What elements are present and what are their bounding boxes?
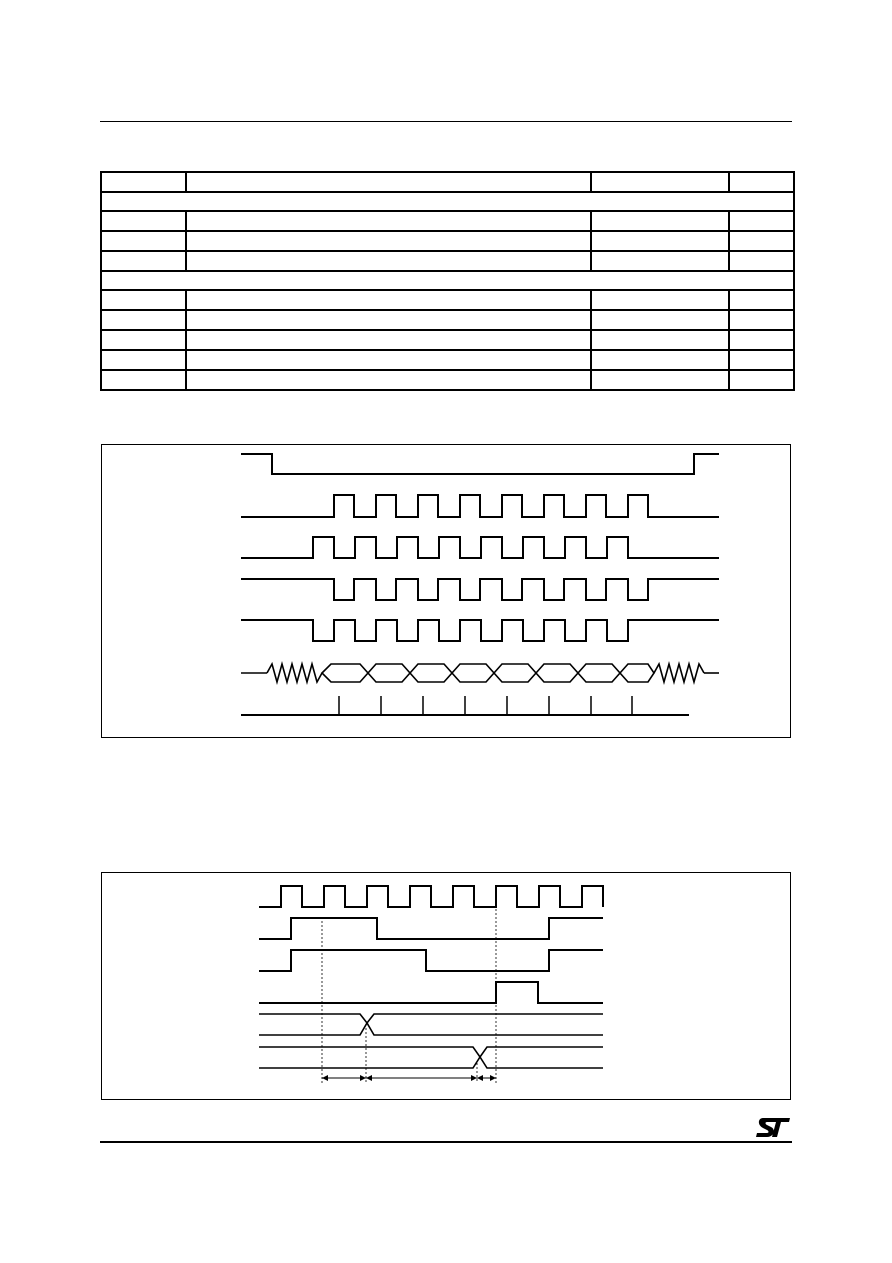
table-header-cell: [101, 172, 186, 192]
table-section-row: [101, 271, 794, 290]
waveform-chip-select: [241, 454, 719, 474]
table-cell: [591, 251, 729, 271]
table-cell: [186, 211, 591, 231]
waveform-strobe-2: [259, 950, 603, 971]
waveform-strobe-1: [259, 918, 603, 939]
table-row: [101, 370, 794, 390]
table-cell: [591, 231, 729, 251]
timing-reference-lines: [322, 885, 496, 1083]
waveform-clock-c: [241, 579, 719, 600]
timing-diagram-serial-canvas: [102, 445, 792, 739]
table-cell: [186, 231, 591, 251]
table-header-row: [101, 172, 794, 192]
table-cell: [186, 251, 591, 271]
table-header-cell: [186, 172, 591, 192]
st-logo: [754, 1116, 792, 1138]
table-header-cell: [591, 172, 729, 192]
table-cell: [729, 290, 794, 310]
waveform-data-1: [259, 1014, 603, 1035]
table-section-row: [101, 192, 794, 211]
table-cell: [729, 370, 794, 390]
table-cell: [186, 290, 591, 310]
table-cell: [186, 310, 591, 330]
table-row: [101, 251, 794, 271]
table-cell: [729, 231, 794, 251]
table-cell: [101, 330, 186, 350]
table-section-label: [101, 192, 794, 211]
waveform-data-bus: [241, 664, 719, 682]
table-cell: [729, 310, 794, 330]
table-cell: [729, 251, 794, 271]
table-header-cell: [729, 172, 794, 192]
waveform-clock-a: [241, 495, 719, 517]
table-cell: [186, 350, 591, 370]
table-row: [101, 310, 794, 330]
table-cell: [591, 350, 729, 370]
table-cell: [101, 310, 186, 330]
table-cell: [101, 251, 186, 271]
table-cell: [729, 211, 794, 231]
table-cell: [186, 330, 591, 350]
waveform-data-2: [259, 1047, 603, 1068]
table-cell: [101, 231, 186, 251]
table-cell: [591, 330, 729, 350]
table-row: [101, 211, 794, 231]
table-cell: [101, 370, 186, 390]
waveform-clock-b: [241, 537, 719, 558]
table-cell: [101, 350, 186, 370]
footer-rule: [100, 1141, 792, 1143]
table-row: [101, 330, 794, 350]
specification-table: [100, 171, 795, 391]
timing-diagram-setup-hold: [101, 872, 791, 1100]
table-cell: [101, 211, 186, 231]
waveform-pulse: [259, 982, 603, 1003]
waveform-clock: [259, 886, 603, 907]
table-section-label: [101, 271, 794, 290]
table-cell: [729, 330, 794, 350]
table-cell: [186, 370, 591, 390]
header-rule: [100, 121, 792, 122]
timing-diagram-serial: [101, 444, 791, 738]
timing-diagram-setup-hold-canvas: [102, 873, 792, 1101]
table-row: [101, 290, 794, 310]
table-cell: [591, 290, 729, 310]
bit-tick-axis: [241, 696, 689, 715]
waveform-clock-d: [241, 620, 719, 641]
table-row: [101, 231, 794, 251]
table-cell: [591, 211, 729, 231]
table-cell: [591, 370, 729, 390]
table-row: [101, 350, 794, 370]
table-cell: [101, 290, 186, 310]
table-cell: [729, 350, 794, 370]
table-cell: [591, 310, 729, 330]
